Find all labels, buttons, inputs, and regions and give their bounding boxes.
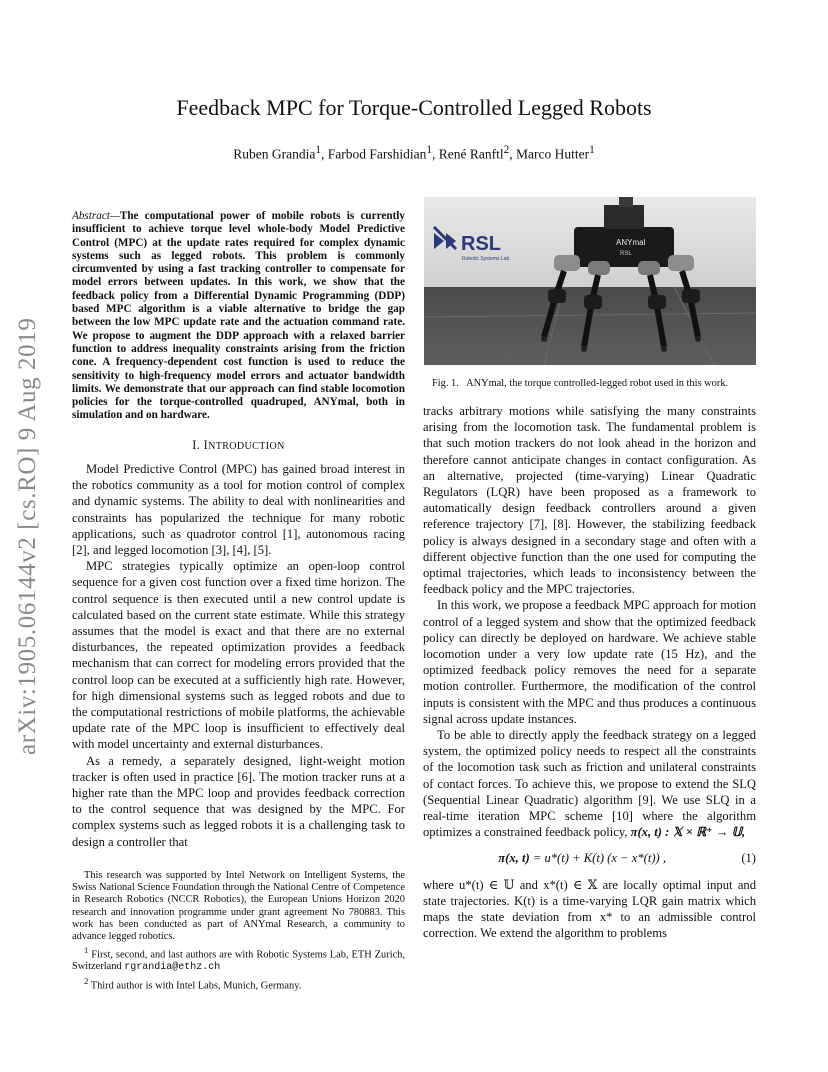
- logo-text: RSL: [461, 233, 501, 255]
- footnote-mark: 1: [84, 944, 89, 955]
- section-heading-introduction: [72, 437, 405, 455]
- section-title-rest: NTRODUCTION: [208, 440, 285, 452]
- abstract: [72, 210, 405, 423]
- footnote-support: This research was supported by Intel Network on Intelligent Systems, the Swiss National Science Foundation through the National Centre of Competence in Research Robotics (NCCR Robotics), the European Unions Horizon 2020 research and innovation programme under grant agreement No 780883. This work has been conducted as part of ANYmal Research, a community to advance legged robotics.: [72, 869, 405, 943]
- logo-subtext: Robotic Systems Lab: [462, 256, 510, 262]
- footnote-1: [72, 944, 405, 975]
- robot-label: ANYmal: [616, 238, 646, 247]
- right-column: [423, 403, 756, 942]
- caption-number: Fig. 1.: [432, 378, 459, 389]
- caption-text: ANYmal, the torque controlled-legged robot used in this work.: [466, 378, 729, 389]
- paragraph: [423, 727, 756, 840]
- footnote-text: Third author is with Intel Labs, Munich, Germany.: [90, 980, 302, 992]
- author-affiliation-mark: 1: [589, 144, 595, 156]
- author-affiliation-mark: 1: [315, 144, 321, 156]
- figure-caption: [432, 377, 756, 390]
- author-name: Ruben Grandia: [233, 146, 316, 162]
- arxiv-side-label[interactable]: arXiv:1905.06144v2 [cs.RO] 9 Aug 2019: [14, 317, 41, 755]
- footnote-text: First, second, and last authors are with Robotic Systems Lab, ETH Zurich, Switzerland: [72, 949, 405, 973]
- author-name: René Ranftl: [438, 146, 504, 162]
- figure-robot-photo: [424, 197, 756, 365]
- paragraph: tracks arbitrary motions while satisfying the many constraints arising from the locomotion task. The fundamental problem is that such motion trackers do not look ahead in the horizon and therefore cannot anticipate changes in contact configuration. As an alternative, projected (time-varying) Linear Quadratic Regulators (LQR) have been proposed as a framework to automatically design feedback controllers around a given reference trajectory [7], [8]. However, the stabilizing feedback policy is always designed in a secondary stage and often with a different objective function than the one used for computing the optimal trajectories, which leads to inconsistency between the feedback policy and the MPC trajectories.: [423, 404, 756, 597]
- author-line: Ruben Grandia$^1$, Farbod Farshidian$^1$, René Ranftl$^2$, Marco Hutter$^1$: [233, 144, 595, 162]
- equation-1: [423, 850, 756, 866]
- section-number: I.: [192, 437, 201, 452]
- author-name: Farbod Farshidian: [327, 146, 427, 162]
- paragraph-text: To be able to directly apply the feedback strategy on a legged system, the optimized policy needs to respect all the constraints of the locomotion task such as friction and unilateral constraints of contact forces. To achieve this, we propose to extend the SLQ (Sequential Linear Quadratic) algorithm [9]. We use SLQ in a real-time iteration MPC scheme [10] where the algorithm optimizes a constrained feedback policy,: [423, 728, 756, 840]
- paragraph: In this work, we propose a feedback MPC approach for motion control of a legged system and show that the optimized feedback policy can directly be deployed on hardware. We achieve stable locomotion under a very low update rate (15 Hz), and the optimized feedback policy removes the need for a separate motion controller. Furthermore, the modification of the control inputs is consistent with the MPC and thus produces a continuous signal across update instances.: [423, 598, 756, 726]
- author-name: Marco Hutter: [515, 146, 590, 162]
- email-link[interactable]: rgrandia@ethz.ch: [124, 962, 221, 974]
- paragraph: Model Predictive Control (MPC) has gained broad interest in the robotics community as a tool for motion control of complex and dynamic systems. The ability to deal with nonlinearities and constraints has popularized the technique for many robotic applications, such as quadrotor control [1], autonomous racing [2], and legged locomotion [3], [4], [5].: [72, 461, 405, 557]
- footnote-mark: 2: [84, 975, 89, 986]
- author-affiliation-mark: 2: [503, 144, 510, 156]
- paragraph: MPC strategies typically optimize an open-loop control sequence for a given cost function over a fixed time horizon. The control sequence is then executed until a new control update is calculated based on the current state estimate. While this strategy assumes that the model is exact and that there are no external disturbances, the repeated optimization provides a feedback mechanism that can correct for modeling errors provided that the control loop can be executed at a sufficiently high rate. However, for high dimensional systems such as legged robots and due to the computational restrictions of mobile platforms, the achievable update rate of the MPC loop is insufficient to effectively deal with model uncertainty and external disturbances.: [72, 559, 405, 752]
- equation-lhs: π(x, t): [498, 851, 530, 866]
- inline-policy-math: π(x, t) : 𝕏 × ℝ⁺ → 𝕌,: [630, 825, 746, 840]
- author-affiliation-mark: 1: [426, 144, 432, 156]
- paper-title: Feedback MPC for Torque-Controlled Legged Robots: [176, 95, 652, 120]
- paragraph: where u*(t) ∈ 𝕌 and x*(t) ∈ 𝕏 are locally optimal input and state trajectories. K(t) is a time-varying LQR gain matrix which maps the state deviation from x* to an admissible control correction. We extend the algorithm to problems: [423, 877, 756, 941]
- paragraph: As a remedy, a separately designed, light-weight motion tracker is often used in practice [6]. The motion tracker runs at a higher rate than the MPC loop and provides feedback correction to the control sequence that was designed by the MPC. For complex systems such as legged robots it is a challenging task to design a controller that: [72, 753, 405, 849]
- equation-rhs: = u*(t) + K(t) (x − x*(t)) ,: [532, 851, 667, 866]
- footnote-2: [72, 975, 405, 993]
- robot-sublabel: RSL: [620, 251, 632, 257]
- robot-photo-illustration: [424, 197, 756, 365]
- equation-body: [423, 850, 741, 866]
- section-title-initial: I: [203, 437, 209, 452]
- left-column: [72, 210, 405, 992]
- abstract-lead: Abstract—: [72, 210, 120, 222]
- equation-number: (1): [741, 851, 756, 866]
- abstract-body: The computational power of mobile robots is currently insufficient to achieve torque level whole-body Model Predictive Control (MPC) at the update rates required for complex dynamic systems such as legged robots. This problem is commonly circumvented by using a fast tracking controller to compensate for model errors between updates. In this work, we show that the feedback policy from a Differential Dynamic Programming (DDP) based MPC algorithm is a viable alternative to bridge the gap between the low MPC update rate and the actuation command rate. We propose to augment the DDP approach with a relaxed barrier function to address inequality constraints arising from the friction cone. A frequency-dependent cost function is used to reduce the sensitivity to high-frequency model errors and actuator bandwidth limits. We demonstrate that our approach can find stable locomotion policies for the torque-controlled quadruped, ANYmal, both in simulation and on hardware.: [72, 210, 405, 422]
